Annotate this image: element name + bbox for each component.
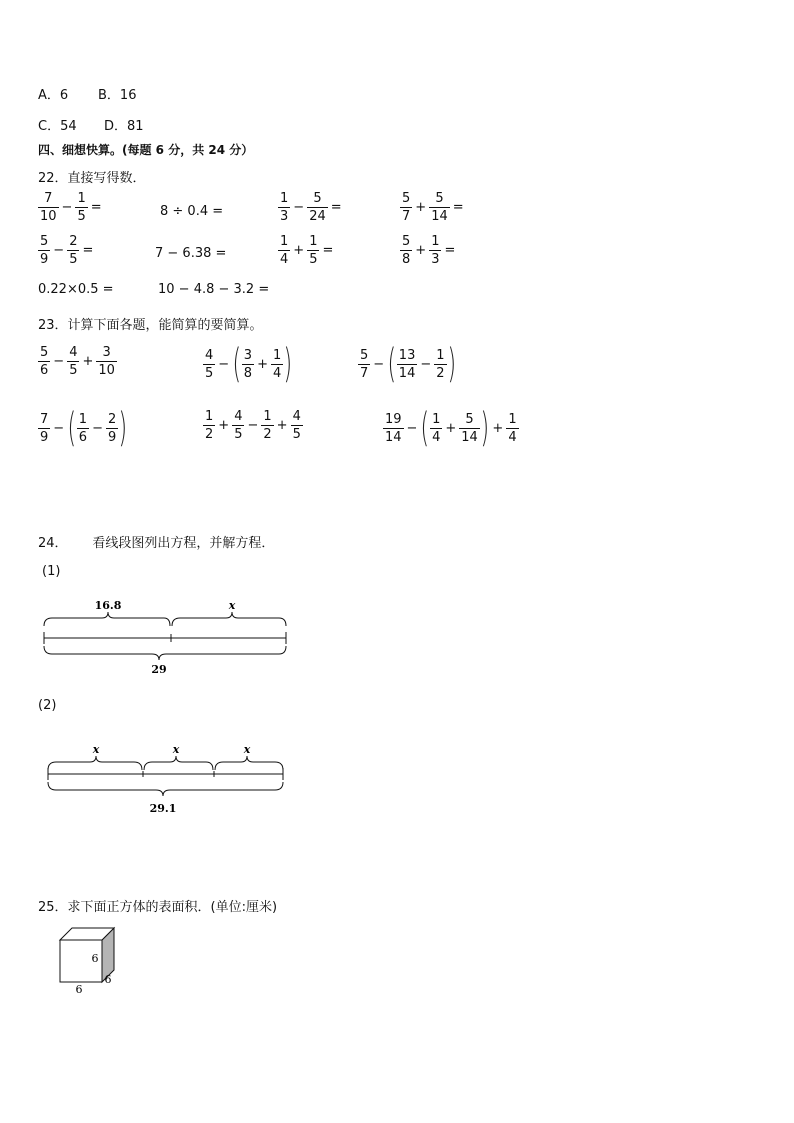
segment-diagram-2 [38,738,293,820]
q22-item-2: 8 ÷ 0.4 = [160,204,224,219]
q22-item-9: 0.22×0.5 = [38,282,114,297]
q23-title: 23．计算下面各题，能简算的要简算。 [38,318,263,333]
q23-expr-3: $\frac{5}{7}$ − ( $\frac{13}{14}$ − $\frac{1}{2}$ ) [360,341,456,387]
q24-title: 24． 看线段图列出方程，并解方程． [38,536,275,551]
q22-item-4: $\frac{5}{7}$ + $\frac{5}{14}$ = [402,191,464,224]
q22-item-7: $\frac{1}{4}$ + $\frac{1}{5}$ = [280,234,334,267]
cube-figure [52,922,122,997]
segment-label-x-3: x [243,743,251,756]
segment-total-29-1: 29.1 [149,802,177,815]
choice-c: C．54 [38,119,77,134]
segment-label-x-2: x [172,743,180,756]
choice-a: A．6 [38,88,69,103]
segment-label-16-8: 16.8 [94,599,122,612]
q22-item-3: $\frac{1}{3}$ − $\frac{5}{24}$ = [280,191,342,224]
choice-d: D．81 [104,119,144,134]
segment-label-x-1: x [92,743,100,756]
q23-expr-2: $\frac{4}{5}$ − ( $\frac{3}{8}$ + $\frac{1}{4}$ ) [205,341,293,387]
cube-label-front: 6 [91,952,99,965]
segment-diagram-1 [38,598,293,680]
cube-label-side: 6 [104,973,112,986]
q22-item-8: $\frac{5}{8}$ + $\frac{1}{3}$ = [402,234,456,267]
choice-b: B．16 [98,88,137,103]
q23-expr-1: $\frac{5}{6}$ − $\frac{4}{5}$ + $\frac{3}{10}$ [40,345,115,378]
q22-item-6: 7 − 6.38 = [155,246,227,261]
q23-expr-6: $\frac{19}{14}$ − ( $\frac{1}{4}$ + $\frac{5}{14}$ ) + $\frac{1}{4}$ [385,405,517,451]
cube-label-bottom: 6 [75,983,83,996]
segment-label-x: x [228,599,236,612]
q23-expr-5: $\frac{1}{2}$ + $\frac{4}{5}$ − $\frac{1}{2}$ + $\frac{4}{5}$ [205,409,301,442]
q23-expr-4: $\frac{7}{9}$ − ( $\frac{1}{6}$ − $\frac{2}{9}$ ) [40,405,128,451]
q22-item-5: $\frac{5}{9}$ − $\frac{2}{5}$ = [40,234,94,267]
q24-part2-label: (2) [38,698,57,713]
section-heading: 四、细想快算。(每题 6 分，共 24 分） [38,143,254,157]
segment-total-29: 29 [151,663,167,676]
q22-item-1: $\frac{7}{10}$ − $\frac{1}{5}$ = [40,191,102,224]
q22-item-10: 10 − 4.8 − 3.2 = [158,282,270,297]
q24-part1-label: (1) [42,564,61,579]
q25-title: 25．求下面正方体的表面积．(单位:厘米) [38,900,278,915]
q22-title: 22．直接写得数． [38,171,146,186]
